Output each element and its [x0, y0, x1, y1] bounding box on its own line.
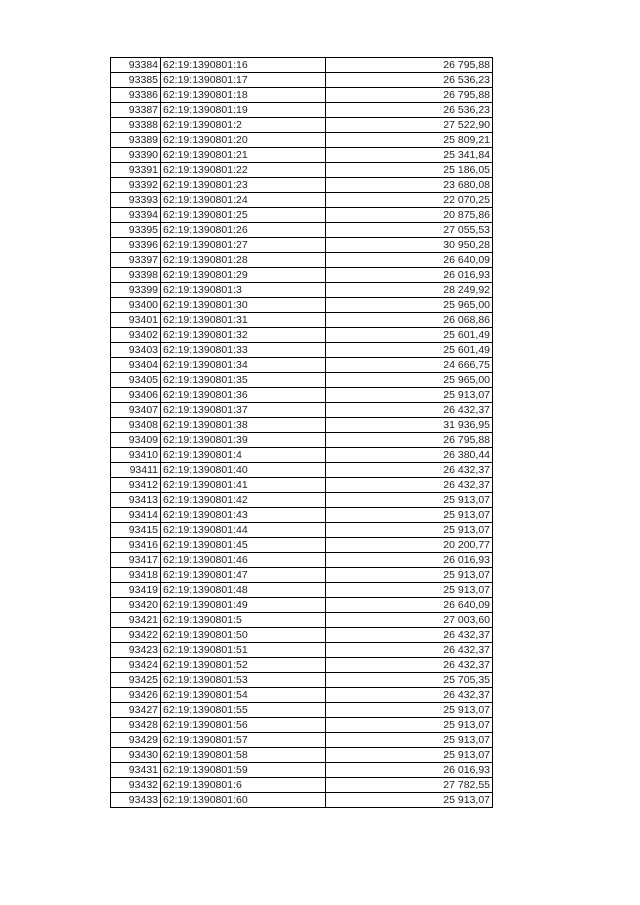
cadastral-number-cell: 62:19:1390801:30	[161, 298, 326, 313]
row-number-cell: 93389	[111, 133, 161, 148]
table-row	[111, 193, 493, 208]
row-number-cell: 93408	[111, 418, 161, 433]
cadastral-number-cell: 62:19:1390801:58	[161, 748, 326, 763]
cadastral-number-cell: 62:19:1390801:5	[161, 613, 326, 628]
value-cell: 26 432,37	[326, 403, 493, 418]
table-row	[111, 598, 493, 613]
row-number-cell: 93410	[111, 448, 161, 463]
value-cell: 27 003,60	[326, 613, 493, 628]
table-row	[111, 748, 493, 763]
row-number-cell: 93417	[111, 553, 161, 568]
row-number-cell: 93390	[111, 148, 161, 163]
cadastral-number-cell: 62:19:1390801:60	[161, 793, 326, 808]
cadastral-number-cell: 62:19:1390801:57	[161, 733, 326, 748]
table-row	[111, 268, 493, 283]
table-body	[111, 58, 493, 808]
table-row	[111, 538, 493, 553]
value-cell: 26 016,93	[326, 268, 493, 283]
value-cell: 26 432,37	[326, 688, 493, 703]
value-cell: 25 913,07	[326, 793, 493, 808]
value-cell: 25 186,05	[326, 163, 493, 178]
value-cell: 25 913,07	[326, 583, 493, 598]
table-row	[111, 418, 493, 433]
cadastral-number-cell: 62:19:1390801:2	[161, 118, 326, 133]
cadastral-number-cell: 62:19:1390801:28	[161, 253, 326, 268]
cadastral-number-cell: 62:19:1390801:45	[161, 538, 326, 553]
table-row	[111, 118, 493, 133]
cadastral-number-cell: 62:19:1390801:24	[161, 193, 326, 208]
table-row	[111, 163, 493, 178]
cadastral-number-cell: 62:19:1390801:23	[161, 178, 326, 193]
table-row	[111, 673, 493, 688]
cadastral-number-cell: 62:19:1390801:36	[161, 388, 326, 403]
value-cell: 26 536,23	[326, 103, 493, 118]
value-cell: 26 432,37	[326, 658, 493, 673]
row-number-cell: 93421	[111, 613, 161, 628]
value-cell: 22 070,25	[326, 193, 493, 208]
table-row	[111, 148, 493, 163]
row-number-cell: 93418	[111, 568, 161, 583]
cadastral-number-cell: 62:19:1390801:20	[161, 133, 326, 148]
value-cell: 26 795,88	[326, 433, 493, 448]
row-number-cell: 93413	[111, 493, 161, 508]
table-row	[111, 283, 493, 298]
cadastral-number-cell: 62:19:1390801:19	[161, 103, 326, 118]
row-number-cell: 93387	[111, 103, 161, 118]
row-number-cell: 93397	[111, 253, 161, 268]
value-cell: 26 432,37	[326, 478, 493, 493]
table-row	[111, 58, 493, 73]
row-number-cell: 93391	[111, 163, 161, 178]
value-cell: 26 432,37	[326, 463, 493, 478]
table-row	[111, 448, 493, 463]
cadastral-number-cell: 62:19:1390801:51	[161, 643, 326, 658]
row-number-cell: 93393	[111, 193, 161, 208]
row-number-cell: 93394	[111, 208, 161, 223]
cadastral-number-cell: 62:19:1390801:43	[161, 508, 326, 523]
cadastral-number-cell: 62:19:1390801:6	[161, 778, 326, 793]
row-number-cell: 93423	[111, 643, 161, 658]
table-row	[111, 103, 493, 118]
cadastral-number-cell: 62:19:1390801:21	[161, 148, 326, 163]
row-number-cell: 93400	[111, 298, 161, 313]
row-number-cell: 93420	[111, 598, 161, 613]
value-cell: 27 782,55	[326, 778, 493, 793]
value-cell: 24 666,75	[326, 358, 493, 373]
table-row	[111, 568, 493, 583]
row-number-cell: 93414	[111, 508, 161, 523]
row-number-cell: 93409	[111, 433, 161, 448]
row-number-cell: 93406	[111, 388, 161, 403]
value-cell: 25 913,07	[326, 748, 493, 763]
table-row	[111, 733, 493, 748]
value-cell: 26 795,88	[326, 88, 493, 103]
row-number-cell: 93392	[111, 178, 161, 193]
table-row	[111, 313, 493, 328]
row-number-cell: 93427	[111, 703, 161, 718]
row-number-cell: 93384	[111, 58, 161, 73]
value-cell: 25 913,07	[326, 388, 493, 403]
table-row	[111, 478, 493, 493]
cadastral-number-cell: 62:19:1390801:4	[161, 448, 326, 463]
row-number-cell: 93422	[111, 628, 161, 643]
cadastral-number-cell: 62:19:1390801:26	[161, 223, 326, 238]
table-row	[111, 238, 493, 253]
cadastral-number-cell: 62:19:1390801:31	[161, 313, 326, 328]
table-row	[111, 223, 493, 238]
cadastral-number-cell: 62:19:1390801:25	[161, 208, 326, 223]
table-row	[111, 358, 493, 373]
cadastral-number-cell: 62:19:1390801:39	[161, 433, 326, 448]
cadastral-number-cell: 62:19:1390801:34	[161, 358, 326, 373]
row-number-cell: 93386	[111, 88, 161, 103]
value-cell: 20 875,86	[326, 208, 493, 223]
table-row	[111, 403, 493, 418]
cadastral-number-cell: 62:19:1390801:56	[161, 718, 326, 733]
value-cell: 25 809,21	[326, 133, 493, 148]
value-cell: 25 965,00	[326, 373, 493, 388]
value-cell: 25 913,07	[326, 703, 493, 718]
table-row	[111, 253, 493, 268]
row-number-cell: 93404	[111, 358, 161, 373]
value-cell: 26 016,93	[326, 763, 493, 778]
table-row	[111, 208, 493, 223]
row-number-cell: 93432	[111, 778, 161, 793]
row-number-cell: 93395	[111, 223, 161, 238]
row-number-cell: 93412	[111, 478, 161, 493]
cadastral-number-cell: 62:19:1390801:29	[161, 268, 326, 283]
value-cell: 26 536,23	[326, 73, 493, 88]
cadastral-number-cell: 62:19:1390801:49	[161, 598, 326, 613]
cadastral-number-cell: 62:19:1390801:50	[161, 628, 326, 643]
table-row	[111, 388, 493, 403]
cadastral-number-cell: 62:19:1390801:48	[161, 583, 326, 598]
value-cell: 26 380,44	[326, 448, 493, 463]
value-cell: 25 601,49	[326, 328, 493, 343]
value-cell: 25 913,07	[326, 733, 493, 748]
value-cell: 25 705,35	[326, 673, 493, 688]
table-row	[111, 328, 493, 343]
cadastral-number-cell: 62:19:1390801:52	[161, 658, 326, 673]
row-number-cell: 93424	[111, 658, 161, 673]
value-cell: 25 341,84	[326, 148, 493, 163]
value-cell: 26 432,37	[326, 628, 493, 643]
row-number-cell: 93426	[111, 688, 161, 703]
row-number-cell: 93433	[111, 793, 161, 808]
cadastral-number-cell: 62:19:1390801:47	[161, 568, 326, 583]
table-row	[111, 73, 493, 88]
row-number-cell: 93402	[111, 328, 161, 343]
cadastral-number-cell: 62:19:1390801:35	[161, 373, 326, 388]
row-number-cell: 93419	[111, 583, 161, 598]
cadastral-number-cell: 62:19:1390801:44	[161, 523, 326, 538]
cadastral-number-cell: 62:19:1390801:22	[161, 163, 326, 178]
table-row	[111, 433, 493, 448]
table-row	[111, 523, 493, 538]
table-row	[111, 583, 493, 598]
table-row	[111, 718, 493, 733]
row-number-cell: 93407	[111, 403, 161, 418]
table-row	[111, 553, 493, 568]
value-cell: 27 522,90	[326, 118, 493, 133]
row-number-cell: 93403	[111, 343, 161, 358]
cadastral-number-cell: 62:19:1390801:3	[161, 283, 326, 298]
table-row	[111, 508, 493, 523]
value-cell: 20 200,77	[326, 538, 493, 553]
row-number-cell: 93398	[111, 268, 161, 283]
row-number-cell: 93430	[111, 748, 161, 763]
row-number-cell: 93415	[111, 523, 161, 538]
cadastral-number-cell: 62:19:1390801:54	[161, 688, 326, 703]
cadastral-number-cell: 62:19:1390801:17	[161, 73, 326, 88]
cadastral-number-cell: 62:19:1390801:33	[161, 343, 326, 358]
row-number-cell: 93431	[111, 763, 161, 778]
cadastral-number-cell: 62:19:1390801:41	[161, 478, 326, 493]
value-cell: 26 068,86	[326, 313, 493, 328]
table-row	[111, 703, 493, 718]
cadastral-number-cell: 62:19:1390801:55	[161, 703, 326, 718]
cadastral-number-cell: 62:19:1390801:18	[161, 88, 326, 103]
value-cell: 26 640,09	[326, 253, 493, 268]
table-row	[111, 793, 493, 808]
cadastral-number-cell: 62:19:1390801:59	[161, 763, 326, 778]
row-number-cell: 93388	[111, 118, 161, 133]
table-row	[111, 88, 493, 103]
value-cell: 25 913,07	[326, 493, 493, 508]
value-cell: 28 249,92	[326, 283, 493, 298]
value-cell: 25 913,07	[326, 508, 493, 523]
row-number-cell: 93429	[111, 733, 161, 748]
table-row	[111, 658, 493, 673]
cadastral-number-cell: 62:19:1390801:32	[161, 328, 326, 343]
value-cell: 25 913,07	[326, 568, 493, 583]
row-number-cell: 93396	[111, 238, 161, 253]
value-cell: 23 680,08	[326, 178, 493, 193]
value-cell: 26 432,37	[326, 643, 493, 658]
row-number-cell: 93428	[111, 718, 161, 733]
row-number-cell: 93385	[111, 73, 161, 88]
cadastral-number-cell: 62:19:1390801:16	[161, 58, 326, 73]
table-row	[111, 343, 493, 358]
cadastral-number-cell: 62:19:1390801:46	[161, 553, 326, 568]
value-cell: 25 601,49	[326, 343, 493, 358]
value-cell: 26 016,93	[326, 553, 493, 568]
cadastral-number-cell: 62:19:1390801:38	[161, 418, 326, 433]
row-number-cell: 93399	[111, 283, 161, 298]
cadastral-number-cell: 62:19:1390801:27	[161, 238, 326, 253]
row-number-cell: 93411	[111, 463, 161, 478]
cadastral-number-cell: 62:19:1390801:53	[161, 673, 326, 688]
table-row	[111, 643, 493, 658]
table-row	[111, 178, 493, 193]
cadastral-number-cell: 62:19:1390801:42	[161, 493, 326, 508]
table-row	[111, 628, 493, 643]
table-row	[111, 688, 493, 703]
value-cell: 26 640,09	[326, 598, 493, 613]
row-number-cell: 93401	[111, 313, 161, 328]
value-cell: 27 055,53	[326, 223, 493, 238]
value-cell: 25 965,00	[326, 298, 493, 313]
row-number-cell: 93405	[111, 373, 161, 388]
value-cell: 26 795,88	[326, 58, 493, 73]
table-row	[111, 133, 493, 148]
table-row	[111, 298, 493, 313]
data-table	[110, 57, 493, 808]
table-row	[111, 778, 493, 793]
value-cell: 31 936,95	[326, 418, 493, 433]
value-cell: 25 913,07	[326, 718, 493, 733]
row-number-cell: 93425	[111, 673, 161, 688]
table-row	[111, 493, 493, 508]
value-cell: 30 950,28	[326, 238, 493, 253]
table-row	[111, 463, 493, 478]
table-row	[111, 613, 493, 628]
table-row	[111, 763, 493, 778]
row-number-cell: 93416	[111, 538, 161, 553]
cadastral-number-cell: 62:19:1390801:37	[161, 403, 326, 418]
cadastral-number-cell: 62:19:1390801:40	[161, 463, 326, 478]
table-row	[111, 373, 493, 388]
value-cell: 25 913,07	[326, 523, 493, 538]
